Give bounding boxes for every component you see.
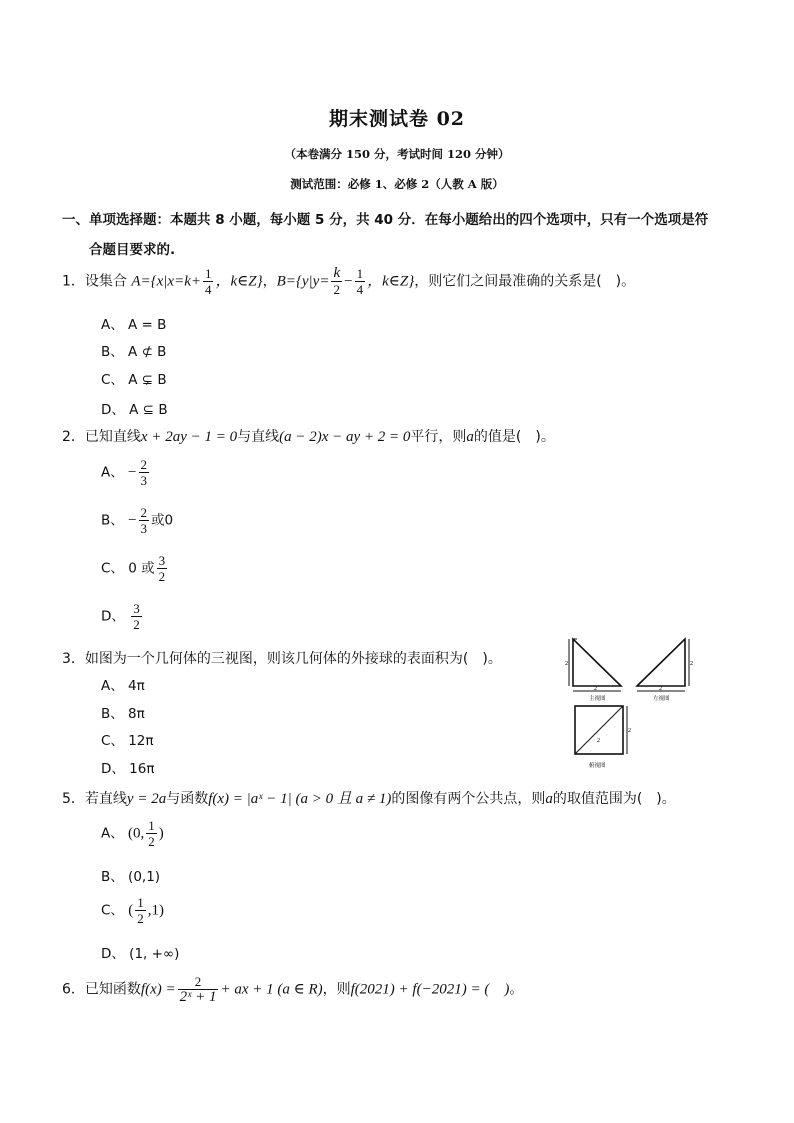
q2-opt-b-post: 或0: [151, 512, 174, 529]
q2-line-1: x + 2ay − 1 = 0: [140, 429, 238, 445]
q5-opt-a-frac: $\frac{1}{2}$: [148, 818, 155, 849]
q5-number: 5．若直线: [62, 791, 127, 807]
q2-tail-1: 平行，则: [410, 429, 467, 445]
side-view-label: 左视图: [653, 696, 670, 702]
q2-opt-d-label: D、: [101, 608, 125, 625]
exam-info: （本卷满分 150 分，考试时间 120 分钟）: [284, 147, 510, 161]
q2-option-c[interactable]: [101, 553, 169, 584]
q1-set-b: B={y|y=: [276, 273, 330, 290]
q2-opt-a-sign: −: [128, 464, 137, 481]
q6-number: 6．已知函数: [62, 981, 141, 998]
q5-option-c[interactable]: [101, 895, 164, 926]
q5-option-a[interactable]: [101, 818, 164, 849]
q3-option-d[interactable]: D、 16π: [101, 761, 155, 777]
q1-tail: ，则它们之间最准确的关系是( )。: [414, 273, 636, 290]
question-5: [62, 787, 676, 808]
q2-option-d[interactable]: [101, 601, 144, 632]
q5-opt-a-label: A、: [101, 825, 124, 842]
q6-rest: + ax + 1 (a ∈ R): [220, 981, 323, 998]
q2-opt-a-label: A、: [101, 464, 124, 481]
q1-set-b-end: ，k∈Z}: [367, 273, 415, 290]
q1-option-c[interactable]: C、 A ⊊ B: [101, 372, 167, 388]
q5-function: f(x) = |aˣ − 1| (a > 0 且 a ≠ 1): [208, 791, 392, 807]
q5-opt-c-pre: (: [128, 902, 134, 919]
front-dim-h: 2: [594, 686, 597, 692]
section-heading-cont: 合题目要求的.: [89, 242, 176, 258]
side-view: [637, 639, 689, 691]
question-3: 3．如图为一个几何体的三视图，则该几何体的外接球的表面积为( )。: [62, 651, 502, 667]
front-dim-v: 2: [565, 661, 568, 667]
exam-scope: 测试范围：必修 1、必修 2（人教 A 版）: [290, 177, 504, 191]
q6-function: f(x) =: [140, 981, 176, 998]
q2-opt-b-sign: −: [128, 512, 137, 529]
q2-opt-b-label: B、: [101, 512, 124, 529]
q1-frac-b1: $\frac{k}{2}$: [333, 265, 341, 297]
q1-number: 1．设集合: [62, 273, 132, 290]
front-view: [569, 639, 621, 691]
q5-option-d[interactable]: D、 (1, +∞): [101, 946, 180, 962]
q5-var: a: [545, 791, 553, 807]
side-dim-h: 2: [659, 686, 662, 692]
q2-line-2: (a − 2)x − ay + 2 = 0: [279, 429, 411, 445]
q1-option-b[interactable]: B、 A ⊄ B: [101, 344, 167, 360]
q5-opt-a-pre: (0,: [128, 825, 145, 842]
question-1: [62, 266, 635, 297]
q2-opt-c-pre: 0 或: [128, 560, 155, 577]
q2-opt-c-label: C、: [101, 560, 124, 577]
q5-opt-c-frac: $\frac{1}{2}$: [137, 895, 144, 926]
q5-opt-a-post: ): [158, 825, 164, 842]
top-view-label: 俯视图: [589, 763, 606, 769]
q5-option-b[interactable]: B、 (0,1): [101, 869, 161, 885]
top-dim-diag: 2: [597, 738, 600, 744]
q5-line-eq: y = 2a: [126, 791, 167, 807]
q3-option-b[interactable]: B、 8π: [101, 706, 145, 722]
q2-option-a[interactable]: [101, 457, 151, 488]
q6-tail-2: 。: [509, 981, 524, 998]
q1-set-a: A={x|x=k+: [131, 273, 201, 290]
q3-option-a[interactable]: A、 4π: [101, 678, 145, 694]
q1-set-a-end: ，k∈Z}: [215, 273, 263, 290]
top-dim-v: 2: [628, 728, 631, 734]
side-dim-v: 2: [690, 661, 693, 667]
q1-option-a[interactable]: A、 A = B: [101, 317, 167, 333]
q1-minus: −: [344, 273, 353, 290]
q2-opt-a-frac: $\frac{2}{3}$: [140, 457, 148, 488]
q2-number: 2．已知直线: [62, 429, 141, 445]
q5-tail-2: 的取值范围为( )。: [552, 791, 676, 807]
question-2: [62, 426, 555, 446]
front-view-label: 主视图: [589, 696, 606, 702]
q2-opt-b-frac: $\frac{2}{3}$: [140, 505, 148, 536]
q5-mid: 与函数: [166, 791, 209, 807]
q2-var: a: [466, 429, 474, 445]
q1-sep: ，: [262, 273, 277, 290]
q5-tail-1: 的图像有两个公共点，则: [391, 791, 546, 807]
q2-tail-2: 的值是( )。: [473, 429, 555, 445]
q5-opt-c-post: ,1): [147, 902, 164, 919]
page-title: 期末测试卷 02: [328, 108, 466, 130]
top-view: [575, 706, 627, 754]
q5-opt-c-label: C、: [101, 902, 124, 919]
q2-opt-c-frac: $\frac{3}{2}$: [158, 553, 166, 584]
q2-option-b[interactable]: [101, 505, 173, 536]
section-heading: 一、单项选择题：本题共 8 小题，每小题 5 分，共 40 分．在每小题给出的四个选项中，只有一个选项是符: [62, 212, 709, 228]
q1-frac-a: $\frac{1}{4}$: [204, 266, 212, 297]
q1-option-d[interactable]: D、 A ⊆ B: [101, 402, 168, 418]
question-6: [62, 974, 523, 1005]
q6-frac: $\frac{2}{\text{2ˣ + 1}}$: [179, 974, 217, 1005]
three-view-figure: [563, 636, 763, 771]
q1-frac-b2: $\frac{1}{4}$: [356, 266, 364, 297]
q6-expression: f(2021) + f(−2021) = ( ): [350, 981, 510, 998]
q2-opt-d-frac: $\frac{3}{2}$: [133, 601, 140, 632]
q3-option-c[interactable]: C、 12π: [101, 733, 154, 749]
q2-mid: 与直线: [237, 429, 280, 445]
q6-tail-1: ，则: [322, 981, 351, 998]
